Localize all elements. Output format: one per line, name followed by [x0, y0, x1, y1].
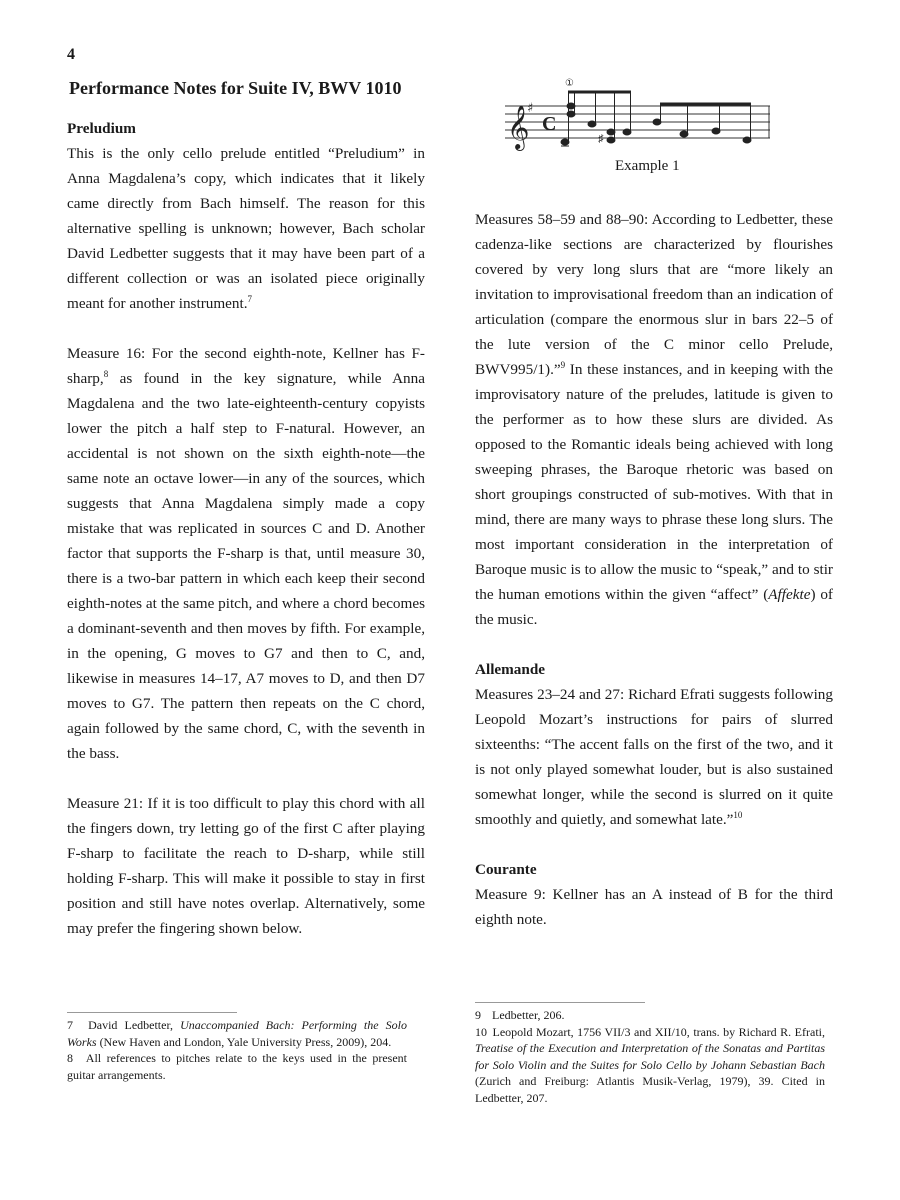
footnote-ref-9: 9 [560, 360, 566, 370]
treble-clef: 𝄞 [507, 105, 530, 149]
note [588, 121, 596, 127]
music-example [505, 74, 770, 154]
page-number: 4 [67, 46, 75, 63]
left-column [67, 116, 425, 941]
preludium-heading: Preludium [67, 120, 136, 137]
footnote-8: 8 All references to pitches relate to the keys used in the present guitar arrangements. [67, 1051, 407, 1082]
measure-16-paragraph: Measure 16: For the second eighth-note, Kellner has F-sharp,$^8$ as found in the key signature, while Anna Magdalena and the two late-eighteenth-century copyists lower the pitch a half step to F-natural. However, an accidental is not shown on the sixth eighth-note—the same note an octave lower—in any of the sources, which suggests that Anna Magdalena simply made a copy mistake that was replicated in sources C and D. Another factor that supports the F-sharp is that, until measure 30, there is a two-bar pattern in which each keep their second eighth-notes at the same pitch, and where a chord becomes a dominant-seventh and then moves by fifth. For example, in the opening, G moves to G7 and then to C, and, likewise in measures 14–17, A7 moves to D, and then D7 moves to G7. The pattern then repeats on the C chord, again followed by the same chord, C, with the seventh in the bass. [67, 345, 425, 762]
note [712, 128, 720, 134]
preludium-paragraph: This is the only cello prelude entitled “Preludium” in Anna Magdalena’s copy, which indicates that it likely came directly from Bach himself. The reason for this alternative spelling is unknown; however, Bach scholar David Ledbetter suggests that it may have been part of a different collection or was an isolated piece originally meant for another instrument.$^7$ [67, 145, 425, 312]
footnote-rule [67, 1012, 237, 1013]
courante-heading: Courante [475, 861, 537, 878]
footnote-rule [475, 1002, 645, 1003]
footnote-ref-8: 8 [103, 369, 109, 379]
footnote-7: 7 David Ledbetter, Unaccompanied Bach: Performing the Solo Works (New Haven and London, Yale University Press, 2009), 204. [67, 1018, 407, 1049]
note [623, 129, 631, 135]
page-title: Performance Notes for Suite IV, BWV 1010 [69, 78, 402, 98]
note [743, 137, 751, 143]
footnote-10: 10 Leopold Mozart, 1756 VII/3 and XII/10, trans. by Richard R. Efrati, Treatise of the Execution and Interpretation of the Sonatas and Partitas for Solo Violin and the Suites for Solo Cello by Johann Sebastian Bach (Zurich and Freiburg: Atlantis Musik-Verlag, 1979), 39. Cited in Ledbetter, 207. [475, 1024, 825, 1105]
sharp: ♯ [598, 133, 604, 145]
footnote-ref-10: 10 [733, 810, 743, 820]
footnotes-left [67, 1012, 407, 1083]
note [607, 129, 615, 135]
note [680, 131, 688, 137]
footnotes-right [475, 1002, 825, 1106]
common-time: C [542, 113, 557, 135]
note [607, 137, 615, 143]
key-signature-sharp: ♯ [527, 101, 534, 116]
note [567, 111, 575, 117]
courante-paragraph: Measure 9: Kellner has an A instead of B for the third eighth note. [475, 886, 833, 928]
measures-58-59-paragraph: Measures 58–59 and 88–90: According to Ledbetter, these cadenza-like sections are characterized by flourishes covered by very long slurs that are “more likely an invitation to improvisational freedom than an indication of articulation (compare the enormous slur in bars 22–5 of the lute version of the C minor cello Prelude, BWV995/1).”$^9$ In these instances, and in keeping with the improvisatory nature of the preludes, latitude is given to the performer as to how these slurs are divided. As opposed to the Romantic ideals being achieved with long sweeping phrases, the Baroque rhetoric was based on short groupings constructed of sub-motives. With that in mind, there are many ways to phrase these long slurs. The most important consideration in the interpretation of Baroque music is to allow the music to “speak,” and to stir the human emotions within the given “affect” (Affekte) of the music. [475, 211, 833, 628]
right-column [475, 207, 833, 932]
measure-21-paragraph: Measure 21: If it is too difficult to play this chord with all the fingers down, try letting go of the first C after playing F-sharp to facilitate the reach to D-sharp, while still holding F-sharp. This will make it possible to stay in first position and still have notes overlap. Alternatively, some may prefer the fingering shown below. [67, 795, 425, 937]
footnote-9: 9 Ledbetter, 206. [475, 1008, 565, 1022]
allemande-paragraph: Measures 23–24 and 27: Richard Efrati suggests following Leopold Mozart’s instructions for pairs of slurred sixteenths: “The accent falls on the first of the two, and it is not only played somewhat louder, but is also sustained somewhat longer, while the second is slurred on it quite smoothly and quietly, and somewhat late.”$^{10}$ [475, 686, 833, 828]
example-caption: Example 1 [615, 158, 680, 174]
note [561, 139, 569, 145]
string-marker: ① [565, 78, 574, 89]
allemande-heading: Allemande [475, 661, 546, 678]
note [567, 103, 575, 109]
footnote-ref-7: 7 [247, 294, 253, 304]
note [653, 119, 661, 125]
